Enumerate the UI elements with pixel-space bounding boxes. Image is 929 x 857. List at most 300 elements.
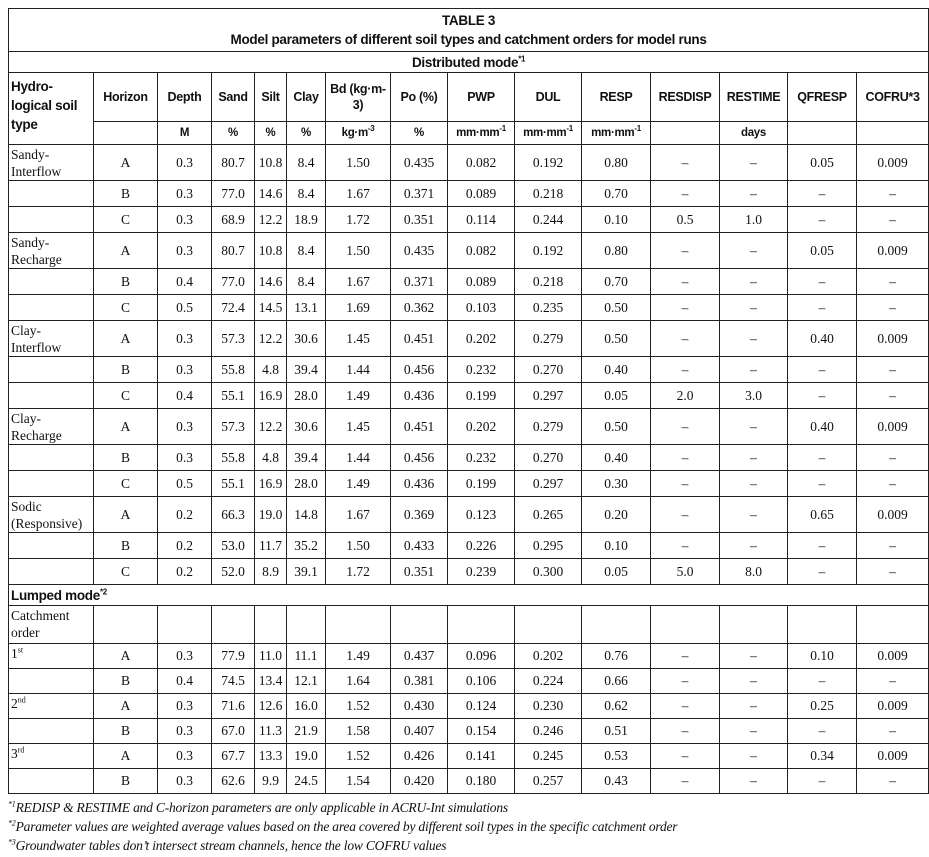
table-cell: 0.2 xyxy=(158,533,212,559)
soil-type-label xyxy=(9,181,94,207)
table-cell: 0.297 xyxy=(515,471,582,497)
table-cell: 0.232 xyxy=(448,445,515,471)
table-row xyxy=(9,471,929,497)
footnote xyxy=(8,836,929,855)
table-cell: 0.436 xyxy=(391,471,448,497)
table-row xyxy=(9,181,929,207)
superscript: -1 xyxy=(566,124,573,134)
table-cell: – xyxy=(720,181,788,207)
table-cell: 16.9 xyxy=(255,471,287,497)
table-cell: 0.192 xyxy=(515,233,582,269)
soil-type-label xyxy=(9,669,94,694)
superscript: st xyxy=(17,645,24,655)
table-cell: B xyxy=(94,357,158,383)
unit-cell: % xyxy=(391,122,448,145)
table-cell: 1.52 xyxy=(326,744,391,769)
table-cell: 0.80 xyxy=(582,145,651,181)
table-cell: 24.5 xyxy=(287,769,326,794)
table-cell: 0.009 xyxy=(857,497,929,533)
table-cell: 0.40 xyxy=(788,321,857,357)
table-cell: 57.3 xyxy=(212,409,255,445)
table-cell: 53.0 xyxy=(212,533,255,559)
table-cell: – xyxy=(788,207,857,233)
table-cell: 0.4 xyxy=(158,383,212,409)
distributed-mode-label: Distributed mode xyxy=(411,54,519,70)
footnote-text: REDISP & RESTIME and C-horizon parameters are only applicable in ACRU-Int simulations xyxy=(15,800,508,815)
table-cell: – xyxy=(857,181,929,207)
table-cell: – xyxy=(651,321,720,357)
unit-cell xyxy=(857,122,929,145)
table-cell: 0.123 xyxy=(448,497,515,533)
unit-cell: % xyxy=(212,122,255,145)
table-cell: 0.226 xyxy=(448,533,515,559)
column-header: Hydro-logical soil type xyxy=(9,73,94,145)
column-header: Po (%) xyxy=(391,73,448,122)
table-cell: 0.407 xyxy=(391,719,448,744)
table-cell: – xyxy=(788,383,857,409)
table-cell: 0.369 xyxy=(391,497,448,533)
unit-cell: $mm\cdot mm^{-1}$ xyxy=(515,122,582,145)
table-cell: 0.10 xyxy=(582,533,651,559)
table-cell: 0.40 xyxy=(582,445,651,471)
footnote-mark: *3 xyxy=(8,837,16,847)
table-cell: 0.3 xyxy=(158,644,212,669)
table-cell: 0.300 xyxy=(515,559,582,585)
table-cell: 16.0 xyxy=(287,694,326,719)
table-cell: C xyxy=(94,559,158,585)
table-cell: A xyxy=(94,145,158,181)
table-cell: 0.089 xyxy=(448,269,515,295)
footnote-mark: *1 xyxy=(8,799,16,809)
table-cell: 11.0 xyxy=(255,644,287,669)
soil-type-label xyxy=(9,471,94,497)
table-cell: 0.2 xyxy=(158,497,212,533)
table-cell: 0.199 xyxy=(448,383,515,409)
table-cell: – xyxy=(720,409,788,445)
table-cell: 0.103 xyxy=(448,295,515,321)
soil-type-label xyxy=(9,295,94,321)
table-cell: 12.2 xyxy=(255,321,287,357)
table-cell: 0.270 xyxy=(515,445,582,471)
table-cell: 14.6 xyxy=(255,181,287,207)
table-cell: – xyxy=(720,445,788,471)
table-row xyxy=(9,744,929,769)
empty-cell xyxy=(651,606,720,644)
table-cell: – xyxy=(651,744,720,769)
table-cell: 0.381 xyxy=(391,669,448,694)
table-cell: 8.4 xyxy=(287,269,326,295)
table-cell: – xyxy=(857,269,929,295)
table-cell: – xyxy=(857,207,929,233)
units-row xyxy=(9,122,929,145)
lumped-mode-label: Lumped mode xyxy=(11,587,100,603)
table-cell: 0.218 xyxy=(515,181,582,207)
table-cell: – xyxy=(651,769,720,794)
table-cell: – xyxy=(651,533,720,559)
soil-type-label: 2nd xyxy=(9,694,94,719)
table-cell: 0.3 xyxy=(158,769,212,794)
table-cell: 74.5 xyxy=(212,669,255,694)
table-cell: 0.232 xyxy=(448,357,515,383)
table-cell: – xyxy=(651,497,720,533)
table-row xyxy=(9,409,929,445)
table-cell: 1.72 xyxy=(326,559,391,585)
unit-cell: $mm\cdot mm^{-1}$ xyxy=(582,122,651,145)
table-cell: 0.451 xyxy=(391,321,448,357)
table-cell: – xyxy=(720,321,788,357)
table-cell: 1.69 xyxy=(326,295,391,321)
table-cell: – xyxy=(651,471,720,497)
table-cell: B xyxy=(94,269,158,295)
table-cell: 0.53 xyxy=(582,744,651,769)
table-cell: 0.192 xyxy=(515,145,582,181)
table-cell: 1.52 xyxy=(326,694,391,719)
empty-cell xyxy=(326,606,391,644)
table-cell: – xyxy=(788,269,857,295)
empty-cell xyxy=(788,606,857,644)
superscript: -1 xyxy=(634,124,641,134)
table-cell: 55.8 xyxy=(212,445,255,471)
table-cell: 0.239 xyxy=(448,559,515,585)
table-cell: – xyxy=(857,533,929,559)
table-cell: – xyxy=(651,445,720,471)
table-cell: 0.30 xyxy=(582,471,651,497)
table-cell: 0.265 xyxy=(515,497,582,533)
table-cell: 13.4 xyxy=(255,669,287,694)
table-cell: – xyxy=(788,471,857,497)
empty-cell xyxy=(94,606,158,644)
empty-cell xyxy=(255,606,287,644)
table-cell: 10.8 xyxy=(255,233,287,269)
soil-type-label xyxy=(9,445,94,471)
table-cell: 12.2 xyxy=(255,207,287,233)
table-cell: 52.0 xyxy=(212,559,255,585)
table-cell: 0.245 xyxy=(515,744,582,769)
table-cell: 0.456 xyxy=(391,445,448,471)
table-cell: 0.40 xyxy=(788,409,857,445)
table-cell: 1.72 xyxy=(326,207,391,233)
table-cell: 14.8 xyxy=(287,497,326,533)
table-cell: 0.009 xyxy=(857,744,929,769)
table-cell: 67.0 xyxy=(212,719,255,744)
table-row xyxy=(9,445,929,471)
table-caption: Model parameters of different soil types and catchment orders for model runs xyxy=(230,32,707,47)
table-cell: 0.224 xyxy=(515,669,582,694)
header-row xyxy=(9,73,929,122)
table-cell: – xyxy=(651,694,720,719)
table-cell: – xyxy=(720,744,788,769)
table-cell: 0.082 xyxy=(448,233,515,269)
lumped-mode-heading xyxy=(9,585,929,606)
table-cell: 0.180 xyxy=(448,769,515,794)
table-cell: 80.7 xyxy=(212,145,255,181)
footnote-mark: *2 xyxy=(8,818,16,828)
parameters-table xyxy=(8,8,929,794)
table-cell: 39.1 xyxy=(287,559,326,585)
table-cell: 0.76 xyxy=(582,644,651,669)
table-cell: – xyxy=(857,669,929,694)
table-row xyxy=(9,269,929,295)
table-cell: 0.009 xyxy=(857,694,929,719)
table-cell: 11.3 xyxy=(255,719,287,744)
unit-cell: % xyxy=(255,122,287,145)
table-cell: 0.50 xyxy=(582,321,651,357)
table-cell: 0.124 xyxy=(448,694,515,719)
superscript: -1 xyxy=(499,124,506,134)
table-cell: 0.10 xyxy=(582,207,651,233)
table-cell: 77.9 xyxy=(212,644,255,669)
table-cell: 0.202 xyxy=(448,409,515,445)
table-cell: – xyxy=(857,471,929,497)
catchment-order-row xyxy=(9,606,929,644)
table-cell: 1.67 xyxy=(326,269,391,295)
table-row xyxy=(9,207,929,233)
superscript: -3 xyxy=(367,124,375,134)
table-cell: B xyxy=(94,669,158,694)
table-cell: – xyxy=(651,269,720,295)
table-cell: 14.6 xyxy=(255,269,287,295)
table-cell: – xyxy=(651,233,720,269)
table-cell: 1.64 xyxy=(326,669,391,694)
table-cell: 0.40 xyxy=(582,357,651,383)
table-row xyxy=(9,497,929,533)
table-cell: 0.371 xyxy=(391,269,448,295)
table-cell: 28.0 xyxy=(287,383,326,409)
table-cell: – xyxy=(857,559,929,585)
lumped-mode-row xyxy=(9,585,929,606)
table-cell: A xyxy=(94,409,158,445)
table-cell: 0.80 xyxy=(582,233,651,269)
empty-cell xyxy=(158,606,212,644)
table-cell: 0.3 xyxy=(158,207,212,233)
table-cell: 1.49 xyxy=(326,644,391,669)
table-cell: – xyxy=(651,181,720,207)
table-cell: 0.420 xyxy=(391,769,448,794)
table-cell: 0.3 xyxy=(158,744,212,769)
table-cell: A xyxy=(94,644,158,669)
footnote xyxy=(8,798,929,817)
unit-cell: $kg\cdot m^{-3}$ xyxy=(326,122,391,145)
table-cell: 0.10 xyxy=(788,644,857,669)
table-cell: 0.295 xyxy=(515,533,582,559)
table-cell: 0.009 xyxy=(857,145,929,181)
column-header: Clay xyxy=(287,73,326,122)
table-row xyxy=(9,644,929,669)
table-cell: – xyxy=(788,669,857,694)
table-cell: – xyxy=(857,719,929,744)
table-row xyxy=(9,719,929,744)
empty-cell xyxy=(212,606,255,644)
table-cell: 0.65 xyxy=(788,497,857,533)
table-cell: 30.6 xyxy=(287,409,326,445)
table-cell: 0.451 xyxy=(391,409,448,445)
table-cell: 0.351 xyxy=(391,559,448,585)
table-cell: 0.009 xyxy=(857,644,929,669)
table-cell: – xyxy=(857,769,929,794)
table-cell: 0.230 xyxy=(515,694,582,719)
table-cell: C xyxy=(94,295,158,321)
table-cell: – xyxy=(720,471,788,497)
table-row xyxy=(9,694,929,719)
table-cell: 0.70 xyxy=(582,269,651,295)
table-cell: 0.51 xyxy=(582,719,651,744)
table-cell: – xyxy=(857,295,929,321)
table-row xyxy=(9,295,929,321)
table-cell: 19.0 xyxy=(255,497,287,533)
footnotes xyxy=(8,798,929,855)
table-cell: – xyxy=(651,669,720,694)
unit-cell xyxy=(94,122,158,145)
table-cell: B xyxy=(94,719,158,744)
table-cell: 67.7 xyxy=(212,744,255,769)
table-cell: 16.9 xyxy=(255,383,287,409)
table-cell: 0.096 xyxy=(448,644,515,669)
table-cell: – xyxy=(720,719,788,744)
table-cell: 0.437 xyxy=(391,644,448,669)
table-cell: 0.3 xyxy=(158,719,212,744)
table-cell: A xyxy=(94,497,158,533)
column-header: Depth xyxy=(158,73,212,122)
table-cell: – xyxy=(788,445,857,471)
table-cell: – xyxy=(720,669,788,694)
table-cell: – xyxy=(651,409,720,445)
table-cell: 55.1 xyxy=(212,383,255,409)
table-row xyxy=(9,769,929,794)
table-cell: 0.106 xyxy=(448,669,515,694)
table-row xyxy=(9,559,929,585)
table-cell: 35.2 xyxy=(287,533,326,559)
table-cell: – xyxy=(788,181,857,207)
column-header: RESTIME xyxy=(720,73,788,122)
table-cell: 0.05 xyxy=(788,145,857,181)
table-cell: – xyxy=(788,559,857,585)
table-cell: 13.3 xyxy=(255,744,287,769)
table-cell: A xyxy=(94,233,158,269)
footnote-mark: *1 xyxy=(518,54,526,63)
soil-type-label xyxy=(9,559,94,585)
table-cell: 0.05 xyxy=(582,383,651,409)
table-row xyxy=(9,321,929,357)
table-cell: – xyxy=(720,269,788,295)
table-cell: 0.202 xyxy=(515,644,582,669)
table-cell: 1.50 xyxy=(326,145,391,181)
empty-cell xyxy=(448,606,515,644)
table-cell: 1.49 xyxy=(326,471,391,497)
table-cell: – xyxy=(720,497,788,533)
soil-type-label xyxy=(9,533,94,559)
unit-cell: % xyxy=(287,122,326,145)
soil-type-label: Clay-Interflow xyxy=(9,321,94,357)
table-cell: 72.4 xyxy=(212,295,255,321)
unit-cell: $mm\cdot mm^{-1}$ xyxy=(448,122,515,145)
table-cell: 1.45 xyxy=(326,409,391,445)
table-cell: 0.3 xyxy=(158,321,212,357)
column-header: Bd (kg·m-3) xyxy=(326,73,391,122)
table-number: TABLE 3 xyxy=(441,13,496,28)
table-cell: 0.05 xyxy=(582,559,651,585)
table-cell: 0.009 xyxy=(857,321,929,357)
table-cell: 0.426 xyxy=(391,744,448,769)
table-cell: – xyxy=(720,295,788,321)
table-cell: 0.435 xyxy=(391,145,448,181)
catchment-order-label: Catchment order xyxy=(9,606,94,644)
soil-type-label: Sandy-Recharge xyxy=(9,233,94,269)
table-cell: 57.3 xyxy=(212,321,255,357)
footnote-text: Groundwater tables don’t intersect stream channels, hence the low COFRU values xyxy=(15,838,447,853)
column-header: PWP xyxy=(448,73,515,122)
table-cell: 0.62 xyxy=(582,694,651,719)
table-cell: A xyxy=(94,744,158,769)
table-cell: B xyxy=(94,533,158,559)
table-row xyxy=(9,233,929,269)
table-cell: 0.199 xyxy=(448,471,515,497)
table-cell: 0.4 xyxy=(158,269,212,295)
table-cell: 71.6 xyxy=(212,694,255,719)
table-cell: 1.0 xyxy=(720,207,788,233)
table-cell: – xyxy=(651,357,720,383)
table-cell: – xyxy=(720,145,788,181)
empty-cell xyxy=(720,606,788,644)
table-cell: – xyxy=(788,769,857,794)
table-cell: 0.3 xyxy=(158,181,212,207)
unit-cell: days xyxy=(720,122,788,145)
table-cell: 77.0 xyxy=(212,181,255,207)
table-cell: 1.67 xyxy=(326,497,391,533)
table-cell: 0.351 xyxy=(391,207,448,233)
table-cell: 1.58 xyxy=(326,719,391,744)
table-row xyxy=(9,383,929,409)
table-cell: 0.235 xyxy=(515,295,582,321)
column-header: RESP xyxy=(582,73,651,122)
table-cell: 0.433 xyxy=(391,533,448,559)
soil-type-label: 3rd xyxy=(9,744,94,769)
table-cell: 2.0 xyxy=(651,383,720,409)
table-row xyxy=(9,669,929,694)
table-cell: – xyxy=(651,145,720,181)
table-cell: B xyxy=(94,181,158,207)
table-cell: 0.202 xyxy=(448,321,515,357)
distributed-mode-heading xyxy=(9,52,929,73)
column-header: DUL xyxy=(515,73,582,122)
table-row xyxy=(9,357,929,383)
column-header: Silt xyxy=(255,73,287,122)
table-cell: 1.54 xyxy=(326,769,391,794)
table-cell: 0.244 xyxy=(515,207,582,233)
table-cell: 1.44 xyxy=(326,357,391,383)
table-cell: C xyxy=(94,471,158,497)
table-row xyxy=(9,533,929,559)
table-cell: 12.6 xyxy=(255,694,287,719)
unit-cell xyxy=(651,122,720,145)
table-cell: 0.50 xyxy=(582,295,651,321)
footnote-mark: *2 xyxy=(99,587,107,596)
table-cell: – xyxy=(788,295,857,321)
table-cell: A xyxy=(94,321,158,357)
table-cell: 0.3 xyxy=(158,409,212,445)
table-cell: – xyxy=(857,445,929,471)
table-cell: 21.9 xyxy=(287,719,326,744)
table-cell: 19.0 xyxy=(287,744,326,769)
table-cell: 0.297 xyxy=(515,383,582,409)
table-cell: 8.4 xyxy=(287,145,326,181)
table-cell: 0.436 xyxy=(391,383,448,409)
table-cell: 0.20 xyxy=(582,497,651,533)
soil-type-label: Sandy-Interflow xyxy=(9,145,94,181)
table-cell: 0.218 xyxy=(515,269,582,295)
table-cell: 14.5 xyxy=(255,295,287,321)
table-cell: 0.257 xyxy=(515,769,582,794)
soil-type-label xyxy=(9,207,94,233)
